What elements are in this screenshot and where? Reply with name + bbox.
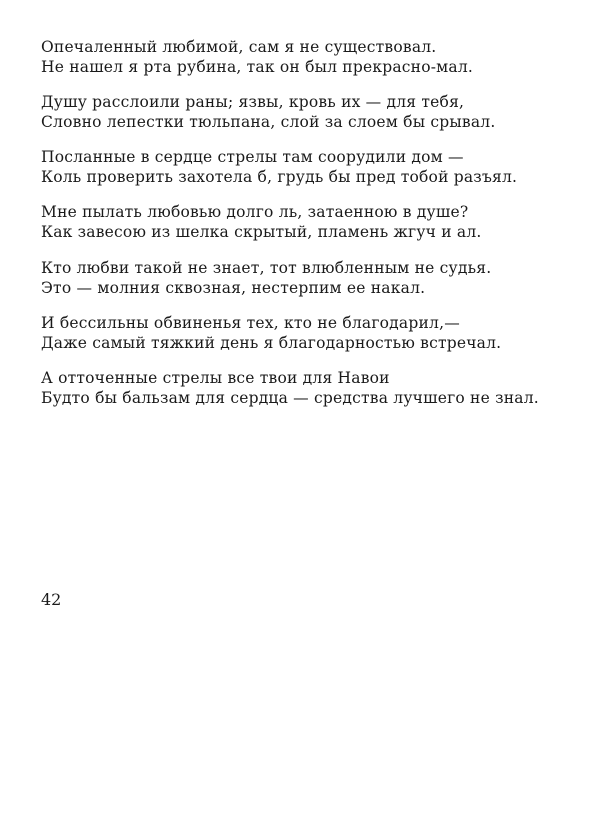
poem-line: А отточенные стрелы все твои для Навои bbox=[41, 369, 390, 387]
poem-line: Душу расслоили раны; язвы, кровь их — для тебя, bbox=[41, 93, 465, 111]
stanza-6 bbox=[41, 314, 501, 353]
poem-line: Словно лепестки тюльпана, слой за слоем бы срывал. bbox=[41, 112, 496, 131]
stanza-4 bbox=[41, 203, 482, 242]
stanza-2 bbox=[41, 93, 495, 132]
poem-line: Не нашел я рта рубина, так он был прекрасно-мал. bbox=[41, 57, 474, 76]
poem-line: Это — молния сквозная, нестерпим ее накал. bbox=[41, 278, 426, 297]
poem-line: Опечаленный любимой, сам я не существовал. bbox=[41, 38, 437, 56]
stanza-1 bbox=[41, 38, 473, 77]
poem-line: Как завесою из шелка скрытый, пламень жгуч и ал. bbox=[41, 222, 482, 241]
poem-line: Посланные в сердце стрелы там соорудили дом — bbox=[41, 148, 464, 166]
stanza-3 bbox=[41, 148, 517, 187]
poem-line: Будто бы бальзам для сердца — средства лучшего не знал. bbox=[41, 388, 539, 407]
poem-line: Кто любви такой не знает, тот влюбленным не судья. bbox=[41, 259, 492, 277]
poem-line: И бессильны обвиненья тех, кто не благодарил,— bbox=[41, 314, 460, 332]
poem-line: Мне пылать любовью долго ль, затаенною в душе? bbox=[41, 203, 469, 221]
stanza-7 bbox=[41, 369, 539, 408]
poem-line: Коль проверить захотела б, грудь бы пред тобой разъял. bbox=[41, 167, 518, 186]
stanza-5 bbox=[41, 259, 491, 298]
page-number: 42 bbox=[41, 590, 62, 609]
poem-line: Даже самый тяжкий день я благодарностью встречал. bbox=[41, 333, 502, 352]
